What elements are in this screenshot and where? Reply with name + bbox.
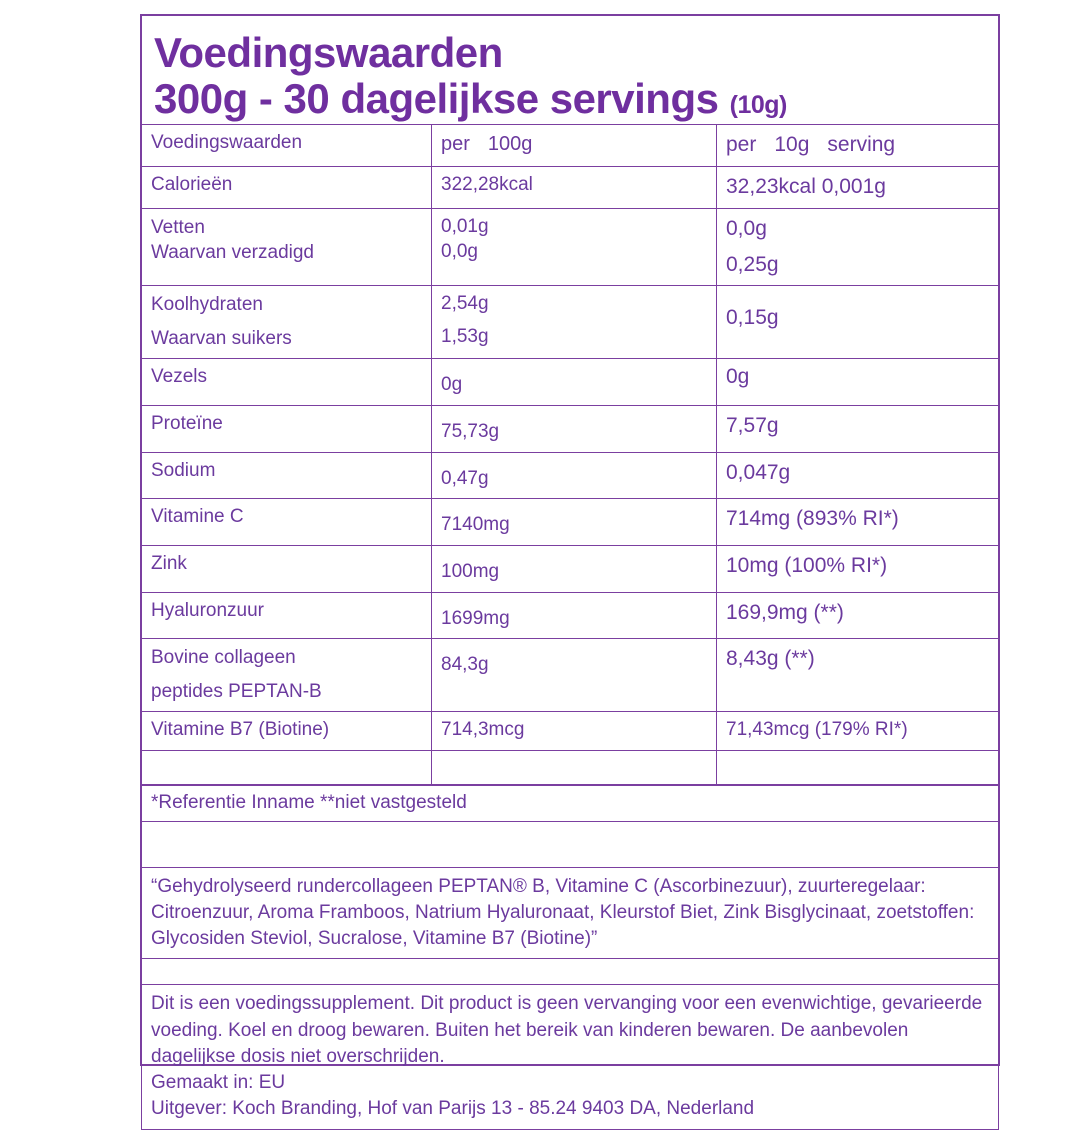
table-row bbox=[142, 359, 1000, 406]
label-panel bbox=[140, 14, 1000, 1120]
table-row bbox=[142, 545, 1000, 592]
row-label-collagen-peptides: peptides PEPTAN-B bbox=[151, 680, 322, 702]
table-row bbox=[142, 452, 1000, 499]
row-per100-fats bbox=[432, 208, 717, 285]
row-label-protein: Proteïne bbox=[142, 405, 432, 452]
ingredients-text: “Gehydrolyseerd rundercollageen PEPTAN® B, Vitamine C (Ascorbinezuur), zuurteregelaar: Citroenzuur, Aroma Framboos, Natrium Hyaluronaat, Kleurstof Biet, Zink Bisglycinaat, zoetstoffen: Glycosiden Steviol, Sucralose, Vitamine B7 (Biotine)” bbox=[142, 867, 999, 958]
row-per100-carbs bbox=[432, 286, 717, 359]
table-row bbox=[142, 167, 1000, 209]
header-per-label: per bbox=[441, 133, 470, 156]
header-per-label-2: per bbox=[726, 133, 757, 157]
legal-line-2: Gemaakt in: EU bbox=[151, 1072, 286, 1094]
row-label-fats bbox=[142, 208, 432, 285]
row-serving-sodium: 0,047g bbox=[717, 452, 1000, 499]
table-row bbox=[142, 639, 1000, 712]
row-serving-carbs bbox=[717, 286, 1000, 359]
row-serving-zinc: 10mg (100% RI*) bbox=[717, 545, 1000, 592]
header-100g-label: 100g bbox=[487, 133, 533, 156]
header-cell-nutrients: Voedingswaarden bbox=[142, 125, 432, 167]
row-serving-fiber: 0g bbox=[717, 359, 1000, 406]
table-row bbox=[142, 592, 1000, 639]
row-per100-sodium: 0,47g bbox=[432, 452, 717, 499]
row-label-collagen bbox=[142, 639, 432, 712]
spacer-cell-2 bbox=[432, 750, 717, 784]
serving-title-unit: (10g) bbox=[729, 91, 787, 120]
title-block bbox=[142, 16, 998, 124]
row-per100-carbs-sugars: 1,53g bbox=[441, 325, 489, 347]
row-serving-fats-saturated: 0,25g bbox=[726, 252, 779, 276]
blank-cell-2 bbox=[142, 959, 999, 985]
row-per100-calories: 322,28kcal bbox=[432, 167, 717, 209]
row-label-fiber: Vezels bbox=[142, 359, 432, 406]
notes-table bbox=[141, 785, 999, 1130]
footnote-text: *Referentie Inname **niet vastgesteld bbox=[142, 785, 999, 821]
row-serving-vitamin-c: 714mg (893% RI*) bbox=[717, 499, 1000, 546]
row-serving-protein: 7,57g bbox=[717, 405, 1000, 452]
row-serving-collagen: 8,43g (**) bbox=[717, 639, 1000, 712]
blank-row-2 bbox=[142, 959, 999, 985]
nutrition-table bbox=[141, 124, 1000, 785]
page-title: Voedingswaarden bbox=[154, 29, 503, 76]
table-row bbox=[142, 499, 1000, 546]
row-serving-fats bbox=[717, 208, 1000, 285]
row-label-fats-saturated: Waarvan verzadigd bbox=[151, 242, 314, 264]
table-row bbox=[142, 712, 1000, 751]
row-label-zinc: Zink bbox=[142, 545, 432, 592]
row-label-sodium: Sodium bbox=[142, 452, 432, 499]
spacer-row bbox=[142, 750, 1000, 784]
row-per100-hyaluronic-acid: 1699mg bbox=[432, 592, 717, 639]
blank-cell-1 bbox=[142, 821, 999, 867]
row-per100-vitamin-b7: 714,3mcg bbox=[432, 712, 717, 751]
legal-line-1: Dit is een voedingssupplement. Dit product is geen vervanging voor een evenwichtige, gevarieerde voeding. Koel en droog bewaren. Buiten het bereik van kinderen bewaren. De aanbevolen dagelijkse dosis niet overschrijden. bbox=[151, 993, 983, 1067]
row-label-vitamin-c: Vitamine C bbox=[142, 499, 432, 546]
header-serving-label: serving bbox=[827, 133, 896, 157]
row-label-calories: Calorieën bbox=[142, 167, 432, 209]
row-label-collagen-main: Bovine collageen bbox=[151, 647, 296, 669]
spacer-cell-1 bbox=[142, 750, 432, 784]
table-row bbox=[142, 286, 1000, 359]
serving-title bbox=[154, 75, 986, 122]
row-serving-hyaluronic-acid: 169,9mg (**) bbox=[717, 592, 1000, 639]
row-serving-calories: 32,23kcal 0,001g bbox=[717, 167, 1000, 209]
header-10g-label: 10g bbox=[774, 133, 810, 157]
row-per100-fiber: 0g bbox=[432, 359, 717, 406]
row-serving-carbs-value: 0,15g bbox=[726, 306, 779, 330]
row-label-hyaluronic-acid: Hyaluronzuur bbox=[142, 592, 432, 639]
table-row bbox=[142, 208, 1000, 285]
row-label-carbs bbox=[142, 286, 432, 359]
row-per100-carbs-main: 2,54g bbox=[441, 293, 489, 315]
row-per100-collagen: 84,3g bbox=[432, 639, 717, 712]
row-per100-zinc: 100mg bbox=[432, 545, 717, 592]
row-serving-fats-main: 0,0g bbox=[726, 216, 767, 240]
row-per100-vitamin-c: 7140mg bbox=[432, 499, 717, 546]
row-label-carbs-sugars: Waarvan suikers bbox=[151, 327, 292, 349]
table-row bbox=[142, 405, 1000, 452]
header-cell-per-100g bbox=[432, 125, 717, 167]
legal-text bbox=[142, 985, 999, 1130]
footnote-row bbox=[142, 785, 999, 821]
row-label-fats-main: Vetten bbox=[151, 216, 205, 238]
table-header-row bbox=[142, 125, 1000, 167]
spacer-cell-3 bbox=[717, 750, 1000, 784]
row-per100-fats-saturated: 0,0g bbox=[441, 240, 478, 262]
row-label-carbs-main: Koolhydraten bbox=[151, 294, 263, 316]
header-cell-per-serving bbox=[717, 125, 1000, 167]
legal-row bbox=[142, 985, 999, 1130]
row-per100-fats-main: 0,01g bbox=[441, 215, 489, 237]
ingredients-row bbox=[142, 867, 999, 958]
blank-row-1 bbox=[142, 821, 999, 867]
serving-title-main: 300g - 30 dagelijkse servings bbox=[154, 75, 719, 123]
legal-line-3: Uitgever: Koch Branding, Hof van Parijs 13 - 85.24 9403 DA, Nederland bbox=[151, 1098, 755, 1120]
row-per100-protein: 75,73g bbox=[432, 405, 717, 452]
row-serving-vitamin-b7: 71,43mcg (179% RI*) bbox=[717, 712, 1000, 751]
row-label-vitamin-b7: Vitamine B7 (Biotine) bbox=[142, 712, 432, 751]
